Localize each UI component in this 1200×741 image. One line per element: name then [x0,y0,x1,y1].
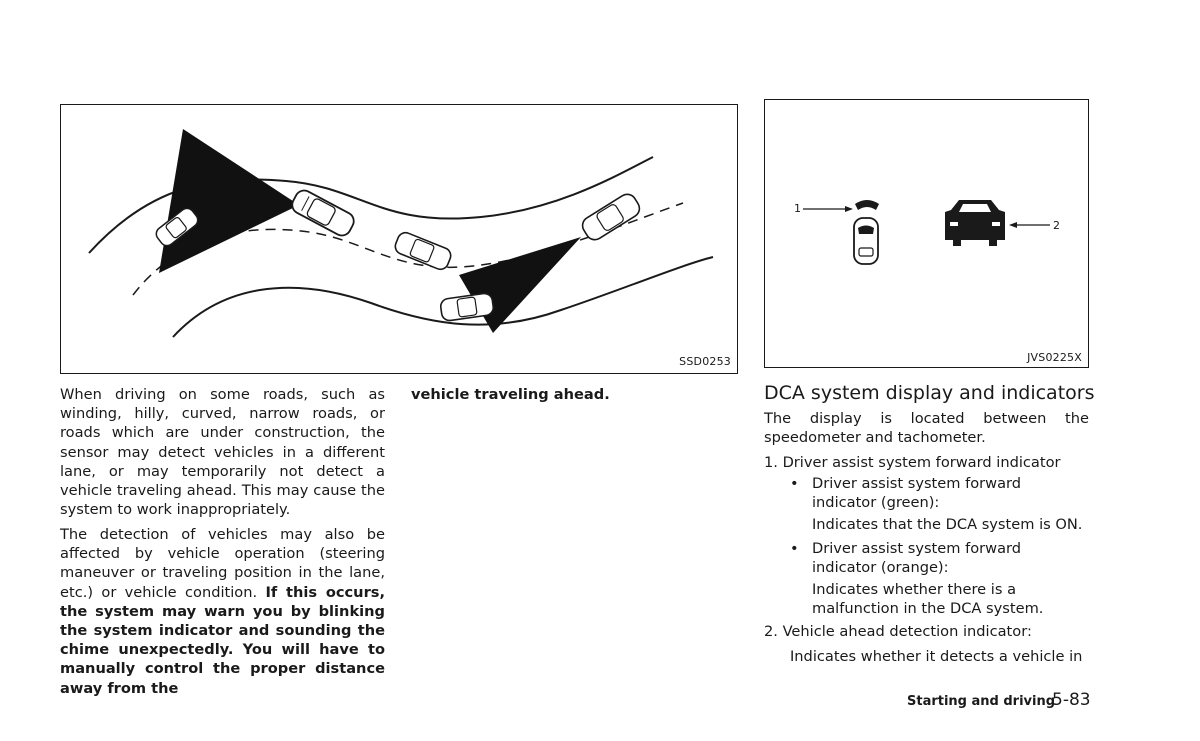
sensor-beam-right [459,237,581,333]
bullet-green-description: Indicates that the DCA system is ON. [812,516,1083,533]
paragraph-warning-text: If this occurs, the system may warn you by blinking the system indicator and sounding the chime unexpectedly. You will have to manually control the proper distance away from the [60,583,385,697]
list-item-2: 2. Vehicle ahead detection indicator: [764,623,1032,640]
paragraph-road-conditions: When driving on some roads, such as winding, hilly, curved, narrow roads, or roads which are under construction, the sensor may detect vehicles in a different lane, or may temporarily not detect a vehicle traveling ahead. This may cause the system to work inappropriately. [60,386,385,519]
figure-code: JVS0225X [1027,351,1082,364]
bullet-orange-description: Indicates whether there is a malfunction in the DCA system. [812,581,1044,618]
warning-continuation: vehicle traveling ahead. [411,386,610,403]
paragraph-normal-text: The detection of vehicles may also be affected by vehicle operation (steering maneuver or traveling position in the lane, etc.) or vehicle condition. [60,526,385,601]
car-upper-right [579,191,643,243]
list-item-1: 1. Driver assist system forward indicator [764,454,1061,471]
forward-indicator-icon [855,200,879,210]
paragraph-vehicle-detection [60,525,385,698]
vehicle-ahead-icon [945,200,1005,246]
sensor-beam-left [159,129,299,273]
road-diagram-graphic [61,105,739,375]
footer-section-title: Starting and driving [907,694,1056,709]
callout-label-1: 1 [794,202,802,215]
intro-text: The display is located between the speedometer and tachometer. [764,410,1089,447]
bullet-green: Driver assist system forward indicator (green): [812,475,1022,512]
list-item-2-description: Indicates whether it detects a vehicle in [790,648,1083,665]
callout-label-2: 2 [1053,219,1061,232]
own-car-icon [854,218,878,264]
indicator-diagram-graphic [765,100,1090,369]
figure-code: SSD0253 [679,355,731,368]
bullet-marker: • [790,475,799,492]
bullet-marker: • [790,540,799,557]
road-diagram [60,104,738,374]
bullet-orange: Driver assist system forward indicator (orange): [812,540,1022,577]
section-heading: DCA system display and indicators [764,382,1095,404]
indicator-diagram [764,99,1089,368]
page-number: 5-83 [1052,690,1091,710]
